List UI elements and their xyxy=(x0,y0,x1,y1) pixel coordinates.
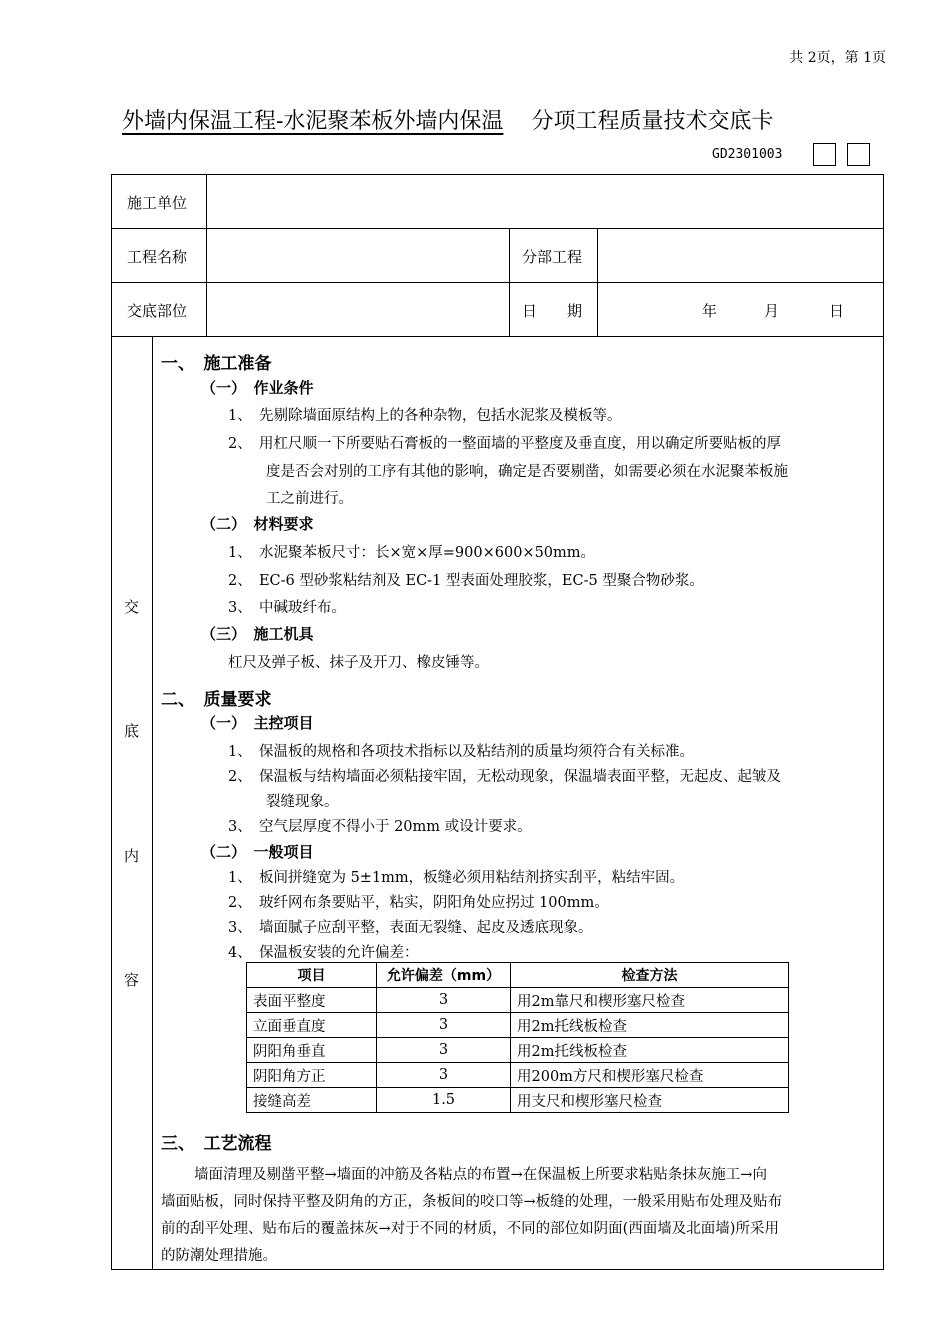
list-item: 1、 水泥聚苯板尺寸：长×宽×厚=900×600×50mm。 xyxy=(228,545,596,561)
table-cell: 1.5 xyxy=(377,1088,511,1113)
page-info: 共 2页，第 1页 xyxy=(789,50,886,66)
checkbox-2[interactable] xyxy=(847,143,870,166)
project-name-label: 工程名称 xyxy=(127,248,188,266)
table-row xyxy=(247,1088,789,1113)
date-day: 日 xyxy=(829,302,845,320)
list-item: 2、 用杠尺顺一下所要贴石膏板的一整面墙的平整度及垂直度，用以确定所要贴板的厚 xyxy=(228,436,781,452)
row-divider xyxy=(111,336,884,337)
date-month: 月 xyxy=(764,302,780,320)
section-heading: 三、 工艺流程 xyxy=(161,1134,272,1154)
subsection-heading: （二） 材料要求 xyxy=(201,515,314,533)
col-divider xyxy=(206,174,207,336)
list-item: 3、 墙面腻子应刮平整，表面无裂缝、起皮及透底现象。 xyxy=(228,920,593,936)
list-item: 2、 保温板与结构墙面必须粘接牢固，无松动现象，保温墙表面平整，无起皮、起皱及 xyxy=(228,769,781,785)
sub-project-label: 分部工程 xyxy=(522,248,583,266)
table-cell: 用支尺和楔形塞尺检查 xyxy=(511,1088,789,1113)
col-divider xyxy=(509,228,510,336)
date-label: 日 期 xyxy=(522,302,583,320)
table-cell: 3 xyxy=(377,1038,511,1063)
table-row xyxy=(247,1063,789,1088)
table-header: 允许偏差（mm） xyxy=(377,963,511,988)
table-cell: 接缝高差 xyxy=(247,1088,377,1113)
document-code: GD2301003 xyxy=(712,147,783,162)
subsection-heading: （一） 作业条件 xyxy=(201,379,314,397)
list-item: 2、 EC-6 型砂浆粘结剂及 EC-1 型表面处理胶浆，EC-5 型聚合物砂浆。 xyxy=(228,573,704,589)
row-divider xyxy=(111,228,884,229)
list-item: 3、 空气层厚度不得小于 20mm 或设计要求。 xyxy=(228,819,532,835)
table-header: 项目 xyxy=(247,963,377,988)
list-item-continued: 度是否会对别的工序有其他的影响，确定是否要剔凿，如需要必须在水泥聚苯板施 xyxy=(266,464,788,480)
table-cell: 表面平整度 xyxy=(247,988,377,1013)
list-item: 2、 玻纤网布条要贴平，粘实，阴阳角处应拐过 100mm。 xyxy=(228,895,609,911)
table-cell: 阴阳角方正 xyxy=(247,1063,377,1088)
side-label-char: 容 xyxy=(124,971,140,989)
tolerance-table xyxy=(246,962,789,1113)
title-suffix: 分项工程质量技术交底卡 xyxy=(531,109,774,134)
table-cell: 3 xyxy=(377,988,511,1013)
paragraph-line: 墙面清理及剔凿平整→墙面的冲筋及各粘点的布置→在保温板上所要求粘贴条抹灰施工→向 xyxy=(194,1167,767,1183)
table-cell: 用200m方尺和楔形塞尺检查 xyxy=(511,1063,789,1088)
list-item: 1、 先剔除墙面原结构上的各种杂物，包括水泥浆及模板等。 xyxy=(228,408,622,424)
table-cell: 阴阳角垂直 xyxy=(247,1038,377,1063)
section-heading: 二、 质量要求 xyxy=(161,690,272,710)
row-divider xyxy=(111,282,884,283)
table-header-row xyxy=(247,963,789,988)
paragraph-line: 的防潮处理措施。 xyxy=(161,1248,277,1264)
col-divider xyxy=(152,336,153,1270)
table-cell: 3 xyxy=(377,1063,511,1088)
section-heading: 一、 施工准备 xyxy=(161,354,272,374)
side-label-char: 内 xyxy=(124,847,140,865)
table-row xyxy=(247,1038,789,1063)
paragraph: 杠尺及弹子板、抹子及开刀、橡皮锤等。 xyxy=(228,655,489,671)
construction-unit-label: 施工单位 xyxy=(127,194,188,212)
date-year: 年 xyxy=(702,302,718,320)
table-header: 检查方法 xyxy=(511,963,789,988)
list-item-continued: 裂缝现象。 xyxy=(266,794,339,810)
table-row xyxy=(247,1013,789,1038)
title-underlined: 外墙内保温工程-水泥聚苯板外墙内保温 xyxy=(122,109,504,134)
subsection-heading: （三） 施工机具 xyxy=(201,625,314,643)
table-cell: 用2m托线板检查 xyxy=(511,1013,789,1038)
list-item: 1、 板间拼缝宽为 5±1mm，板缝必须用粘结剂挤实刮平，粘结牢固。 xyxy=(228,870,685,886)
paragraph-line: 墙面贴板，同时保持平整及阴角的方正，条板间的咬口等→板缝的处理，一般采用贴布处理及贴布 xyxy=(161,1194,783,1210)
paragraph-line: 前的刮平处理、贴布后的覆盖抹灰→对于不同的材质，不同的部位如阴面(西面墙及北面墙)所采用 xyxy=(161,1221,779,1237)
table-cell: 用2m靠尺和楔形塞尺检查 xyxy=(511,988,789,1013)
list-item: 3、 中碱玻纤布。 xyxy=(228,600,346,616)
subsection-heading: （一） 主控项目 xyxy=(201,714,314,732)
list-item: 1、 保温板的规格和各项技术指标以及粘结剂的质量均须符合有关标准。 xyxy=(228,744,694,760)
handover-part-label: 交底部位 xyxy=(127,302,188,320)
table-cell: 3 xyxy=(377,1013,511,1038)
table-row xyxy=(247,988,789,1013)
table-cell: 用2m托线板检查 xyxy=(511,1038,789,1063)
checkbox-1[interactable] xyxy=(813,143,836,166)
side-label-char: 交 xyxy=(124,598,140,616)
table-cell: 立面垂直度 xyxy=(247,1013,377,1038)
list-item: 4、 保温板安装的允许偏差： xyxy=(228,945,419,961)
side-label-char: 底 xyxy=(124,722,140,740)
document-title xyxy=(122,104,882,135)
list-item-continued: 工之前进行。 xyxy=(266,491,353,507)
subsection-heading: （二） 一般项目 xyxy=(201,843,314,861)
col-divider xyxy=(597,228,598,336)
